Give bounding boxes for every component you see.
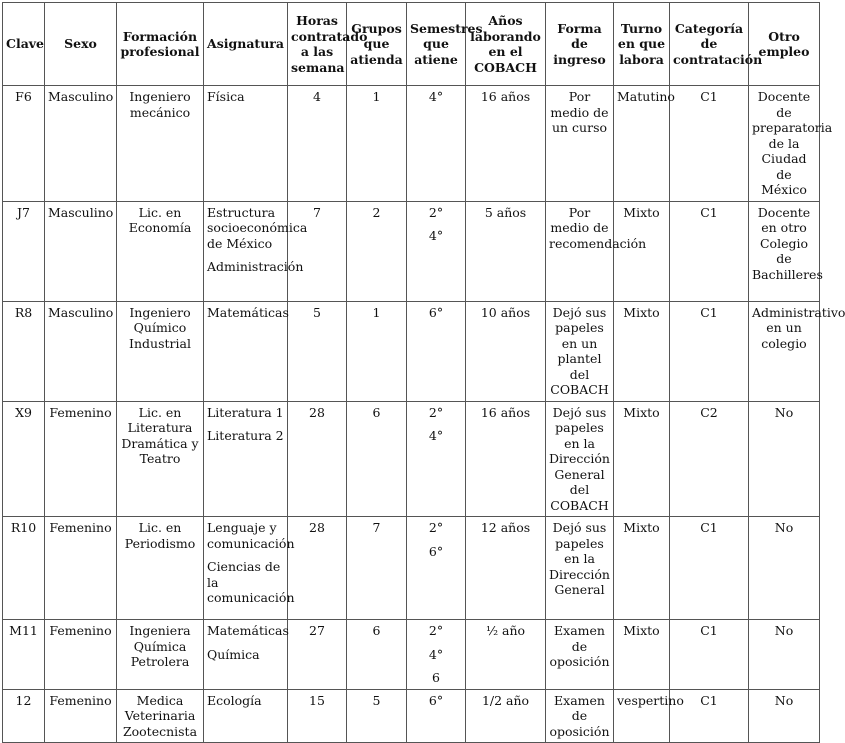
cell-semestres — [407, 86, 466, 202]
cell-categoria: C1 — [670, 517, 749, 620]
cell-semestres-item: 4° — [428, 428, 444, 443]
cell-grupos: 1 — [347, 301, 407, 401]
cell-otro: Administrativo en un colegio — [749, 301, 820, 401]
cell-asignatura — [204, 620, 288, 690]
header-asignatura: Asignatura — [204, 3, 288, 86]
cell-semestres-item: 4° — [428, 228, 444, 243]
cell-semestres-item: 2° — [428, 520, 444, 535]
cell-clave: R8 — [3, 301, 45, 401]
cell-otro: No — [749, 401, 820, 517]
cell-semestres — [407, 620, 466, 690]
header-categoria: Categoría de contratación — [670, 3, 749, 86]
header-horas: Horas contratado a las semana — [288, 3, 347, 86]
cell-categoria: C1 — [670, 201, 749, 301]
cell-otro: No — [749, 517, 820, 620]
cell-semestres — [407, 201, 466, 301]
cell-ingreso: Dejó sus papeles en un plantel del COBACH — [546, 301, 614, 401]
cell-semestres-item: 6° — [428, 304, 444, 320]
cell-asignatura-item: Literatura 1 — [207, 404, 284, 420]
cell-semestres-item: 6° — [428, 543, 444, 559]
cell-asignatura-item: Literatura 2 — [207, 428, 284, 443]
cell-sexo: Femenino — [45, 401, 117, 517]
cell-horas: 7 — [288, 201, 347, 301]
cell-semestres-item: 4° — [428, 646, 444, 662]
cell-grupos: 6 — [347, 620, 407, 690]
header-row — [3, 3, 820, 86]
cell-clave: X9 — [3, 401, 45, 517]
cell-asignatura-item: Ecología — [207, 692, 262, 708]
cell-sexo: Masculino — [45, 201, 117, 301]
cell-sexo: Femenino — [45, 620, 117, 690]
cell-sexo: Femenino — [45, 689, 117, 743]
cell-asignatura — [204, 201, 308, 301]
cell-clave: R10 — [3, 517, 45, 620]
cell-horas: 28 — [288, 517, 347, 620]
cell-turno: vespertino — [614, 689, 670, 743]
cell-categoria: C1 — [670, 620, 749, 690]
header-semestres: Semestres que atiene — [407, 3, 466, 86]
header-anos: Años laborando en el COBACH — [466, 3, 546, 86]
header-grupos: Grupos que atienda — [347, 3, 407, 86]
cell-ingreso: Por medio de recomendación — [546, 201, 614, 301]
cell-sexo: Masculino — [45, 86, 117, 202]
table-row — [3, 201, 820, 301]
cell-ingreso: Examen de oposición — [546, 689, 614, 743]
cell-formacion: Ingeniero Químico Industrial — [117, 301, 204, 401]
cell-grupos: 2 — [347, 201, 407, 301]
cell-ingreso: Dejó sus papeles en la Dirección General del COBACH — [546, 401, 614, 517]
cell-turno: Matutino — [614, 86, 670, 202]
cell-sexo: Femenino — [45, 517, 117, 620]
cell-formacion: Lic. en Literatura Dramática y Teatro — [117, 401, 204, 517]
cell-grupos: 6 — [347, 401, 407, 517]
cell-turno: Mixto — [614, 401, 670, 517]
cell-asignatura — [204, 86, 288, 202]
cell-anos: 10 años — [466, 301, 546, 401]
cell-semestres-item: 2° — [428, 623, 444, 638]
header-turno: Turno en que labora — [614, 3, 670, 86]
cell-semestres-item: 2° — [428, 204, 444, 220]
cell-categoria: C1 — [670, 301, 749, 401]
cell-clave: M11 — [3, 620, 45, 690]
cell-horas: 5 — [288, 301, 347, 401]
cell-asignatura — [204, 689, 288, 743]
cell-asignatura-item: Matemáticas — [207, 304, 289, 320]
data-table — [2, 2, 845, 743]
cell-turno: Mixto — [614, 201, 670, 301]
cell-grupos: 5 — [347, 689, 407, 743]
cell-horas: 15 — [288, 689, 347, 743]
cell-turno: Mixto — [614, 620, 670, 690]
header-otro: Otro empleo — [749, 3, 820, 86]
cell-formacion: Lic. en Economía — [117, 201, 204, 301]
table-row — [3, 517, 820, 620]
cell-horas: 4 — [288, 86, 347, 202]
cell-horas: 28 — [288, 401, 347, 517]
cell-semestres — [407, 517, 466, 620]
cell-asignatura-item: Química — [207, 646, 260, 662]
cell-asignatura-item: Ciencias de la comunicación — [207, 559, 295, 605]
cell-asignatura-item: Matemáticas — [207, 623, 289, 638]
cell-sexo: Masculino — [45, 301, 117, 401]
cell-anos: 5 años — [466, 201, 546, 301]
header-formacion: Formación profesional — [117, 3, 204, 86]
table-row — [3, 301, 820, 401]
cell-ingreso: Examen de oposición — [546, 620, 614, 690]
cell-formacion: Medica Veterinaria Zootecnista — [117, 689, 204, 743]
cell-categoria: C2 — [670, 401, 749, 517]
cell-semestres-item: 6° — [428, 692, 444, 708]
cell-otro: Docente de preparatoria de la Ciudad de México — [749, 86, 820, 202]
cell-formacion: Ingeniero mecánico — [117, 86, 204, 202]
cell-asignatura-item: Física — [207, 89, 245, 104]
cell-turno: Mixto — [614, 301, 670, 401]
cell-semestres — [407, 301, 466, 401]
cell-otro: No — [749, 689, 820, 743]
cell-semestres-item: 2° — [428, 404, 444, 420]
cell-asignatura-item: Lenguaje y comunicación — [207, 520, 295, 551]
cell-semestres-item: 6 — [432, 670, 440, 685]
cell-horas: 27 — [288, 620, 347, 690]
cell-ingreso: Dejó sus papeles en la Dirección General — [546, 517, 614, 620]
cell-categoria: C1 — [670, 86, 749, 202]
cell-anos: 16 años — [466, 86, 546, 202]
table-row — [3, 86, 820, 202]
cell-asignatura-item: Estructura socioeconómica de México — [207, 204, 308, 251]
header-ingreso: Forma de ingreso — [546, 3, 614, 86]
cell-asignatura-item: Administración — [207, 259, 304, 274]
cell-clave: 12 — [3, 689, 45, 743]
cell-anos: 12 años — [466, 517, 546, 620]
cell-anos: 16 años — [466, 401, 546, 517]
cell-clave: F6 — [3, 86, 45, 202]
cell-anos: ½ año — [466, 620, 546, 690]
cell-otro: No — [749, 620, 820, 690]
cell-asignatura — [204, 517, 295, 620]
cell-semestres-item: 4° — [428, 89, 444, 104]
table-row — [3, 620, 820, 690]
table-row — [3, 401, 820, 517]
cell-otro: Docente en otro Colegio de Bachilleres — [749, 201, 820, 301]
cell-formacion: Lic. en Periodismo — [117, 517, 204, 620]
cell-anos: 1/2 año — [466, 689, 546, 743]
cell-semestres — [407, 689, 466, 743]
cell-grupos: 1 — [347, 86, 407, 202]
cell-semestres — [407, 401, 466, 517]
cell-turno: Mixto — [614, 517, 670, 620]
cell-formacion: Ingeniera Química Petrolera — [117, 620, 204, 690]
cell-grupos: 7 — [347, 517, 407, 620]
header-sexo: Sexo — [45, 3, 117, 86]
cell-clave: J7 — [3, 201, 45, 301]
cell-asignatura — [204, 401, 288, 517]
cell-asignatura — [204, 301, 288, 401]
cell-ingreso: Por medio de un curso — [546, 86, 614, 202]
table-row — [3, 689, 820, 743]
header-clave: Clave — [3, 3, 45, 86]
cell-categoria: C1 — [670, 689, 749, 743]
